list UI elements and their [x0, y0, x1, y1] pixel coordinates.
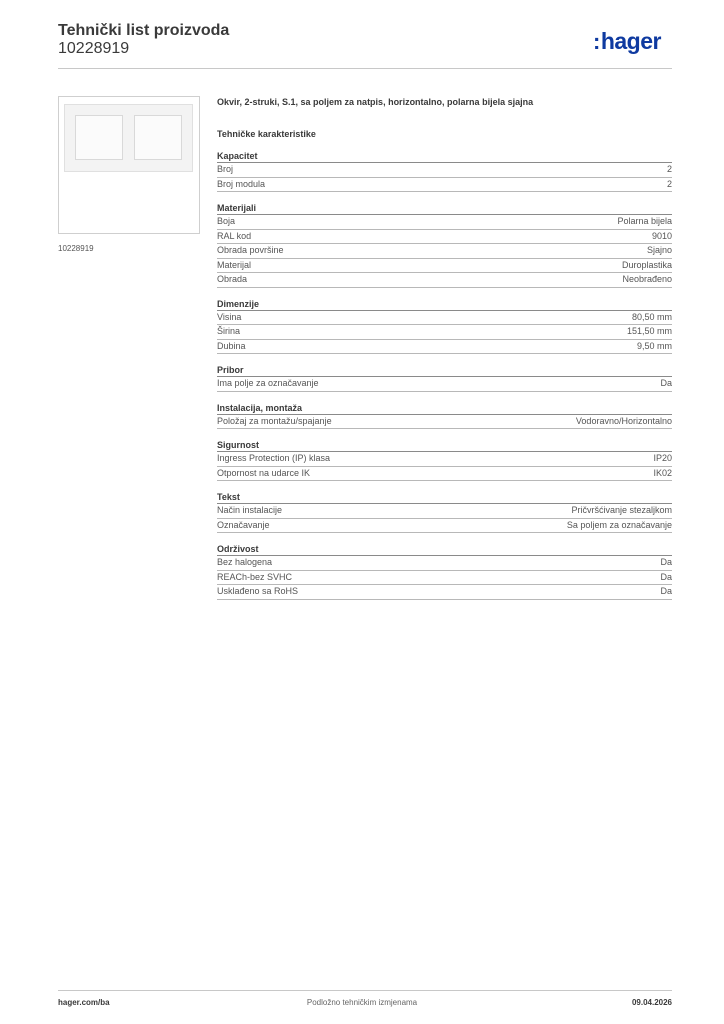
image-caption: 10228919 [58, 244, 94, 253]
spec-value: 9010 [651, 230, 672, 241]
spec-label: Obrada površine [217, 245, 284, 255]
spec-row [217, 585, 672, 600]
spec-value: 2 [666, 164, 672, 174]
spec-row [217, 571, 672, 586]
spec-section [217, 298, 672, 355]
spec-row [217, 273, 672, 288]
spec-value: Da [660, 378, 672, 388]
product-details [217, 95, 672, 600]
hager-logo: :hager [593, 28, 661, 54]
spec-label: Položaj za montažu/spajanje [217, 415, 332, 426]
footer-divider [58, 990, 672, 991]
spec-label: Širina [217, 326, 241, 336]
spec-row [217, 230, 672, 245]
spec-value: Neobrađeno [622, 274, 672, 284]
spec-label: Visina [217, 311, 242, 322]
spec-value: Da [660, 557, 672, 567]
header-divider [58, 68, 672, 69]
spec-label: Boja [217, 216, 236, 226]
spec-label: Ima polje za označavanje [217, 378, 319, 388]
spec-section [217, 364, 672, 392]
spec-label: Obrada [217, 274, 248, 284]
spec-section [217, 150, 672, 192]
spec-value: Sjajno [646, 245, 672, 255]
spec-row [217, 504, 672, 519]
spec-row [217, 452, 672, 467]
spec-row [217, 519, 672, 534]
spec-row [217, 163, 672, 178]
frame-opening-right [134, 115, 182, 160]
spec-value: Da [660, 586, 672, 596]
spec-section [217, 543, 672, 600]
footer-website: hager.com/ba [58, 998, 110, 1007]
spec-value: 2 [666, 178, 672, 189]
spec-label: Broj [217, 164, 234, 174]
spec-row [217, 244, 672, 259]
spec-section [217, 491, 672, 533]
product-image [58, 96, 200, 234]
spec-value: Pričvršćivanje stezaljkom [571, 505, 672, 515]
spec-row [217, 259, 672, 274]
spec-label: REACh-bez SVHC [217, 571, 293, 582]
footer-date: 09.04.2026 [631, 998, 672, 1007]
header [58, 22, 229, 58]
section-title: Instalacija, montaža [217, 402, 672, 415]
spec-row [217, 178, 672, 193]
section-title: Kapacitet [217, 150, 672, 163]
spec-label: Bez halogena [217, 557, 273, 567]
product-description: Okvir, 2-struki, S.1, sa poljem za natpis, horizontalno, polarna bijela sjajna [217, 97, 534, 107]
spec-row [217, 377, 672, 392]
logo-text: hager [600, 28, 661, 54]
product-number: 10228919 [58, 40, 130, 57]
spec-value: 9,50 mm [636, 340, 672, 351]
spec-value: IK02 [653, 467, 672, 478]
spec-sections [217, 150, 672, 600]
spec-section [217, 402, 672, 430]
spec-value: 80,50 mm [631, 311, 672, 322]
spec-value: Vodoravno/Horizontalno [575, 415, 672, 426]
spec-value: Da [660, 571, 672, 582]
footer-note: Podložno tehničkim izmjenama [306, 998, 418, 1007]
spec-row [217, 215, 672, 230]
spec-label: Otpornost na udarce IK [217, 467, 311, 478]
section-title: Pribor [217, 364, 672, 377]
spec-row [217, 340, 672, 355]
spec-label: Broj modula [217, 178, 266, 189]
spec-value: Polarna bijela [617, 216, 672, 226]
spec-value: 151,50 mm [626, 326, 672, 336]
spec-value: IP20 [653, 453, 672, 463]
spec-row [217, 415, 672, 430]
spec-row [217, 325, 672, 340]
section-title: Održivost [217, 543, 672, 556]
section-title: Tekst [217, 491, 672, 504]
section-title: Materijali [217, 202, 672, 215]
spec-row [217, 556, 672, 571]
spec-value: Sa poljem za označavanje [566, 519, 672, 530]
spec-label: Usklađeno sa RoHS [217, 586, 299, 596]
spec-section [217, 439, 672, 481]
frame-opening-left [75, 115, 123, 160]
spec-label: Način instalacije [217, 505, 283, 515]
spec-label: RAL kod [217, 230, 252, 241]
spec-section [217, 202, 672, 288]
double-frame-picture [64, 104, 193, 172]
spec-label: Materijal [217, 259, 252, 270]
spec-label: Ingress Protection (IP) klasa [217, 453, 331, 463]
page-title: Tehnički list proizvoda [58, 22, 230, 39]
tech-characteristics-heading: Tehničke karakteristike [217, 129, 316, 139]
section-title: Sigurnost [217, 439, 672, 452]
spec-label: Označavanje [217, 519, 270, 530]
section-title: Dimenzije [217, 298, 672, 311]
spec-row [217, 467, 672, 482]
spec-label: Dubina [217, 340, 246, 351]
spec-row [217, 311, 672, 326]
spec-value: Duroplastika [621, 259, 672, 270]
